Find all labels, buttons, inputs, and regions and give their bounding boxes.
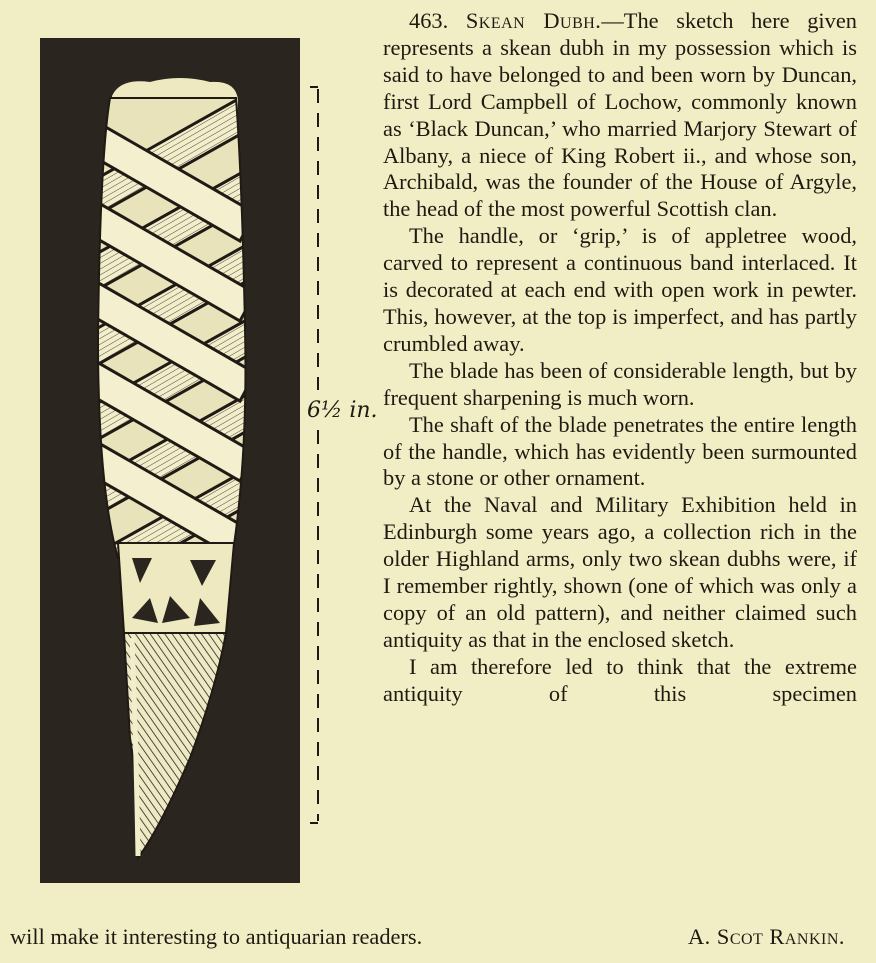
closing-paragraph: I am therefore led to think that the extreme antiquity of this specimen (383, 653, 857, 706)
paragraph: At the Naval and Military Exhibition held in Edinburgh some years ago, a collection rich in the older Highland arms, only two skean dubhs were, if I remember rightly, shown (one of which was only a copy of an old pattern), and neither claimed such antiquity as that in the enclosed sketch. (383, 492, 857, 652)
closing-text: will make it interesting to antiquarian readers. (10, 924, 423, 949)
article-title: Skean Dubh. (465, 8, 602, 33)
paragraph: The handle, or ‘grip,’ is of appletree wood, carved to represent a continuous band interlaced. It is decorated at each end with open work in pewter. This, however, at the top is imperfect, and has partly crumbled away. (383, 223, 857, 356)
skean-dubh-engraving-icon (40, 38, 300, 883)
article-intro (383, 8, 857, 223)
intro-text: —The sketch here given represents a skean dubh in my possession which is said to have belonged to and been worn by Duncan, first Lord Campbell of Lochow, commonly known as ‘Black Duncan,’ who married Marjory Stewart of Albany, a niece of King Robert ii., and whose son, Archibald, was the founder of the House of Argyle, the head of the most powerful Scottish clan. (383, 8, 857, 222)
author-signature: A. Scot Rankin. (688, 924, 845, 949)
paragraph: The blade has been of considerable length, but by frequent sharpening is much worn. (383, 357, 857, 410)
article-number: 463. (409, 8, 449, 33)
closing-line (10, 924, 857, 950)
article-column (383, 8, 857, 708)
dimension-bracket (308, 85, 328, 835)
paragraph: The shaft of the blade penetrates the entire length of the handle, which has evidently been surmounted by a stone or other ornament. (383, 411, 857, 491)
dimension-label: 6½ in. (307, 398, 378, 423)
skean-dubh-illustration (40, 38, 300, 883)
